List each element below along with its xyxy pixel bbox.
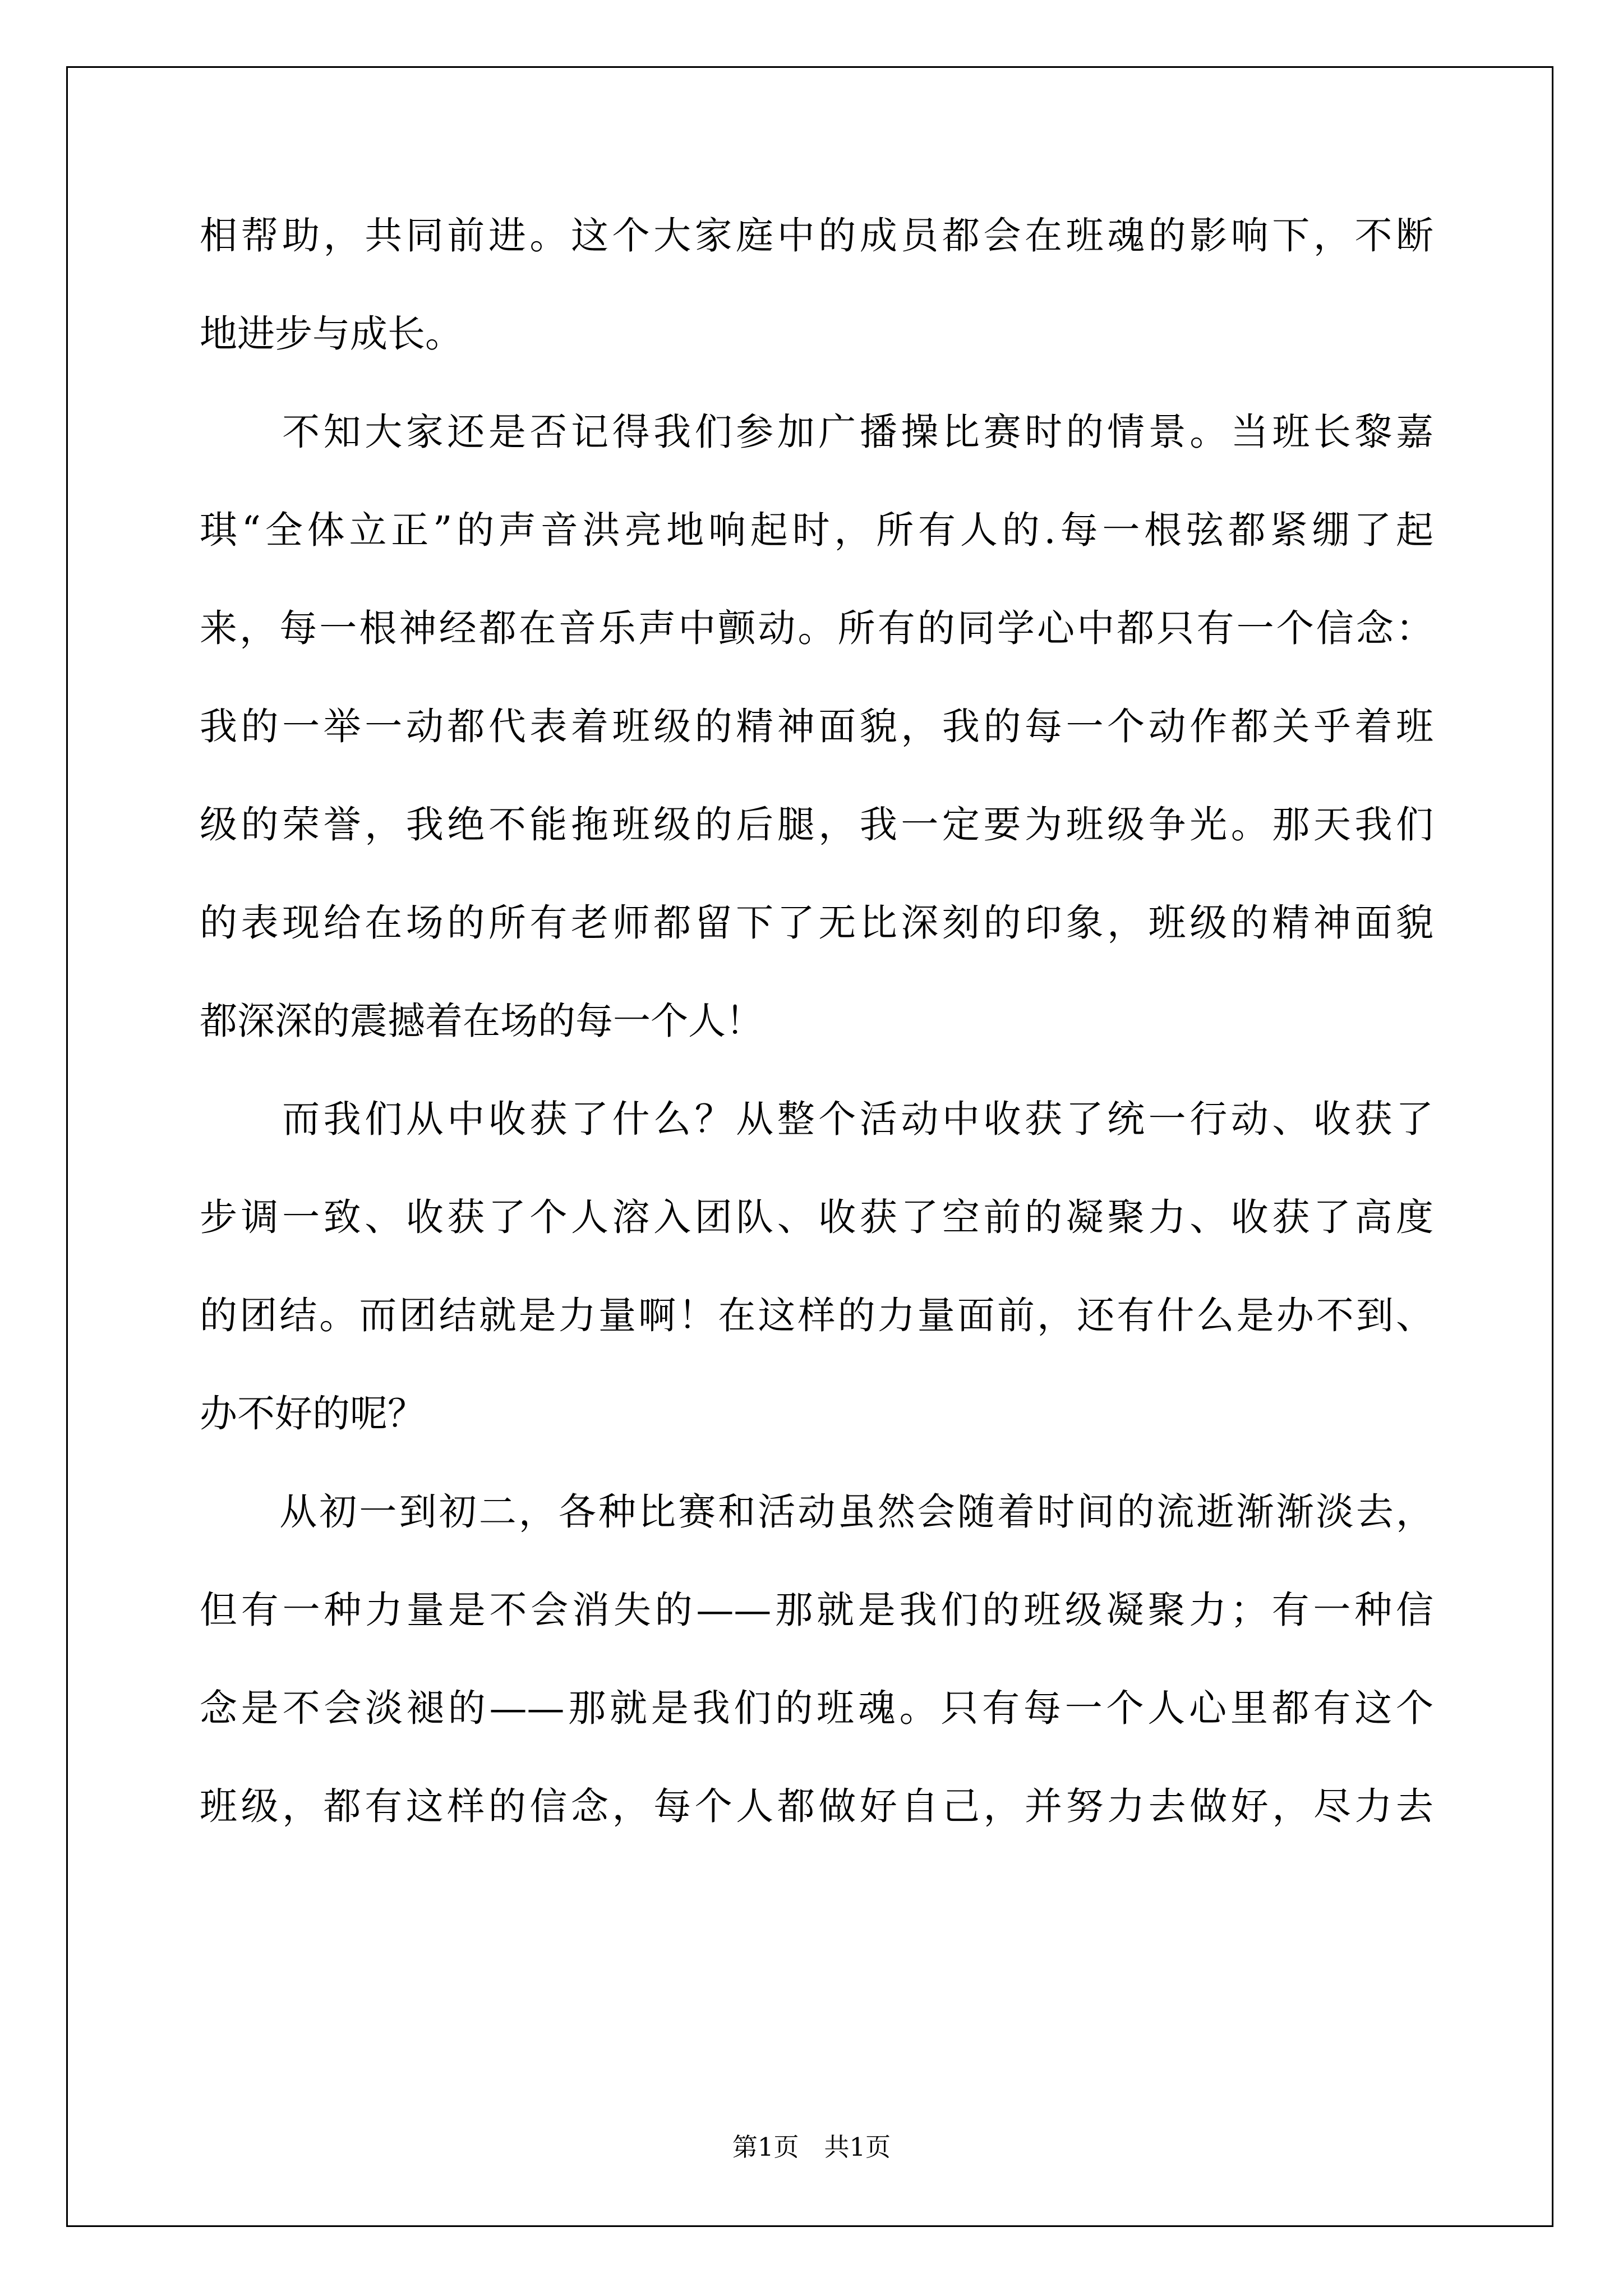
text-line: 相帮助，共同前进。这个大家庭中的成员都会在班魂的影响下，不断 (200, 214, 1433, 257)
text-line: 级的荣誉，我绝不能拖班级的后腿，我一定要为班级争光。那天我们 (200, 803, 1433, 846)
text-line: 步调一致、收获了个人溶入团队、收获了空前的凝聚力、收获了高度 (200, 1195, 1433, 1239)
page-footer: 第1页 共1页 (732, 2132, 891, 2162)
text-line: 而我们从中收获了什么？从整个活动中收获了统一行动、收获了 (200, 1097, 1433, 1141)
text-line: 地进步与成长。 (200, 312, 463, 356)
text-line: 不知大家还是否记得我们参加广播操比赛时的情景。当班长黎嘉 (200, 410, 1433, 454)
text-line: 的团结。而团结就是力量啊！在这样的力量面前，还有什么是办不到、 (200, 1294, 1433, 1337)
text-line: 的表现给在场的所有老师都留下了无比深刻的印象，班级的精神面貌 (200, 901, 1433, 945)
text-line: 我的一举一动都代表着班级的精神面貌，我的每一个动作都关乎着班 (200, 705, 1433, 748)
text-line: 办不好的呢？ (200, 1392, 425, 1435)
text-line: 但有一种力量是不会消失的——那就是我们的班级凝聚力；有一种信 (200, 1588, 1433, 1632)
text-line: 来，每一根神经都在音乐声中颤动。所有的同学心中都只有一个信念： (200, 606, 1433, 650)
text-line: 琪“全体立正”的声音洪亮地响起时，所有人的.每一根弦都紧绷了起 (200, 508, 1433, 552)
text-line: 都深深的震撼着在场的每一个人！ (200, 999, 763, 1043)
text-line: 班级，都有这样的信念，每个人都做好自己，并努力去做好，尽力去 (200, 1784, 1433, 1828)
text-line: 念是不会淡褪的——那就是我们的班魂。只有每一个人心里都有这个 (200, 1686, 1433, 1730)
text-line: 从初一到初二，各种比赛和活动虽然会随着时间的流逝渐渐淡去， (200, 1490, 1433, 1534)
